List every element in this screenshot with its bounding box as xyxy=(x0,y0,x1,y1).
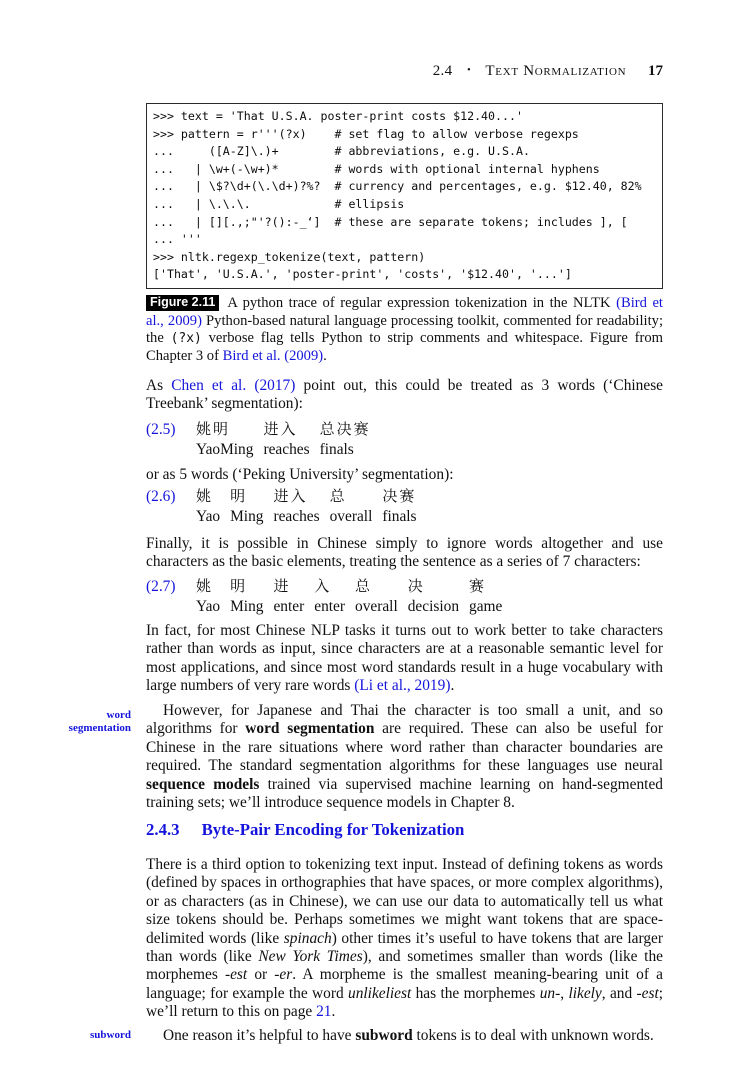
gloss-column xyxy=(230,577,263,616)
example-2-6 xyxy=(146,487,417,526)
gloss-word: finals xyxy=(319,441,354,458)
text-segment: -er xyxy=(274,966,293,984)
gloss-column xyxy=(273,577,304,616)
chinese-word: 入 xyxy=(314,579,332,595)
gloss-word: overall xyxy=(355,598,398,615)
text-segment: un- xyxy=(539,984,561,1002)
chinese-word: 姚 xyxy=(196,489,214,505)
chinese-word: 进入 xyxy=(273,489,308,505)
figure-label: Figure 2.11 xyxy=(146,295,219,311)
text-segment: are required. These can also be useful for Chinese in the rare situations where word rather than character boundaries are required. The standard segmentation algorithms for these languages use neural xyxy=(146,720,663,775)
text-segment: One reason it’s helpful to have xyxy=(163,1027,356,1044)
interlinear-gloss xyxy=(196,487,417,526)
text-segment: verbose flag tells Python to strip comments and whitespace. Figure from Chapter 3 of xyxy=(146,330,663,364)
chinese-word: 进入 xyxy=(263,422,298,438)
gloss-word: YaoMing xyxy=(196,441,254,458)
interlinear-gloss xyxy=(196,577,502,616)
text-segment: ) other times it’s useful to have tokens that are larger than words (like xyxy=(146,929,663,966)
text-segment: point out, this could be treated as 3 words (‘Chinese Treebank’ segmentation): xyxy=(146,377,664,413)
header-page-number: 17 xyxy=(648,63,663,79)
text-segment: tokens is to deal with unknown words. xyxy=(412,1027,654,1044)
running-header xyxy=(146,63,663,80)
header-bullet-icon: • xyxy=(467,65,471,76)
text-segment: , xyxy=(560,984,569,1002)
example-number: (2.7) xyxy=(146,578,176,595)
text-segment: However, for Japanese and Thai the character is too small a unit, and so algorithms for xyxy=(146,702,663,738)
figure-caption-text xyxy=(146,295,663,364)
example-2-5 xyxy=(146,420,371,459)
text-segment: sequence models xyxy=(146,775,260,793)
gloss-word: game xyxy=(469,598,503,615)
code-line: >>> nltk.regexp_tokenize(text, pattern) xyxy=(153,249,426,264)
gloss-column xyxy=(320,420,371,459)
chinese-word: 姚 xyxy=(196,579,214,595)
gloss-word: overall xyxy=(329,508,373,525)
gloss-word: enter xyxy=(273,598,305,615)
code-line: ... | \.\.\. # ellipsis xyxy=(153,196,405,211)
header-section-number: 2.4 xyxy=(432,63,453,79)
gloss-column xyxy=(408,577,459,616)
code-line: ... ([A-Z]\.)+ # abbreviations, e.g. U.S.A. xyxy=(153,144,530,159)
chinese-word: 总 xyxy=(355,579,373,595)
text-segment: -est xyxy=(224,966,248,984)
citation-link[interactable]: (Bird et al., 2009) xyxy=(146,295,663,329)
header-running-title: Text Normalization xyxy=(485,63,627,79)
paragraph-onereason xyxy=(146,1027,663,1045)
paragraph-chen xyxy=(146,377,663,414)
text-segment: subword xyxy=(355,1027,413,1044)
interlinear-gloss xyxy=(196,420,371,459)
text-column xyxy=(146,0,663,1091)
text-segment: , and xyxy=(601,984,637,1002)
gloss-column xyxy=(330,487,373,526)
text-segment: A python trace of regular expression tokenization in the NLTK xyxy=(227,295,617,311)
example-number: (2.6) xyxy=(146,488,176,505)
citation-link[interactable]: (Li et al., 2019) xyxy=(354,677,451,695)
text-segment: New York Times xyxy=(258,948,363,966)
gloss-column xyxy=(273,487,319,526)
text-segment: or xyxy=(247,966,275,984)
gloss-word: Yao xyxy=(196,598,221,615)
gloss-word: Yao xyxy=(196,508,221,525)
chinese-word: 总决赛 xyxy=(319,422,371,438)
text-segment: . A morpheme is the smallest meaning-bearing unit of a language; for example the word xyxy=(146,966,663,1002)
code-line: ... | \$?\d+(\.\d+)?%? # currency and percentages, e.g. $12.40, 82% xyxy=(153,179,642,194)
text-segment: Finally, it is possible in Chinese simply to ignore words altogether and use characters as the basic elements, treating the sentence as a series of 7 characters: xyxy=(146,535,663,571)
paragraph-finally xyxy=(146,535,663,572)
margin-note-word-segmentation: word segmentation xyxy=(68,709,131,734)
chinese-word: 决 xyxy=(407,579,425,595)
section-number: 2.4.3 xyxy=(146,820,180,839)
text-segment: In fact, for most Chinese NLP tasks it turns out to work better to take characters rather than words as input, since characters are at a reasonable semantic level for most applications, and since most word standards result in a huge vocabulary with large numbers of very rare words xyxy=(146,622,663,695)
gloss-word: finals xyxy=(382,508,417,525)
text-segment: likely xyxy=(568,984,602,1002)
gloss-column xyxy=(196,420,253,459)
text-segment: -est xyxy=(636,984,659,1002)
chinese-word: 进 xyxy=(273,579,291,595)
gloss-column xyxy=(469,577,502,616)
gloss-column xyxy=(355,577,398,616)
section-title: Byte-Pair Encoding for Tokenization xyxy=(201,820,465,839)
code-line: ... | \w+(-\w+)* # words with optional internal hyphens xyxy=(153,161,600,176)
gloss-column xyxy=(382,487,416,526)
text-segment: trained via supervised machine learning on hand-segmented training sets; we’ll introduce sequence models in Chapter 8. xyxy=(146,775,663,812)
figure-2-11-code-listing xyxy=(146,103,663,289)
chinese-word: 决赛 xyxy=(382,489,417,505)
gloss-word: Ming xyxy=(230,508,264,525)
gloss-column xyxy=(314,577,345,616)
text-segment: . xyxy=(450,677,455,695)
citation-link[interactable]: Chen et al. (2017) xyxy=(171,377,296,394)
gloss-word: Ming xyxy=(230,598,264,615)
gloss-column xyxy=(196,487,220,526)
code-line: >>> pattern = r'''(?x) # set flag to allow verbose regexps xyxy=(153,126,579,141)
chinese-word: 总 xyxy=(329,489,347,505)
text-segment: has the morphemes xyxy=(411,984,540,1002)
gloss-word: reaches xyxy=(273,508,320,525)
gloss-column xyxy=(196,577,220,616)
section-heading-2-4-3 xyxy=(146,820,464,840)
text-segment: ; we’ll return to this on page xyxy=(146,984,664,1021)
text-segment: As xyxy=(146,377,172,394)
gloss-word: enter xyxy=(314,598,345,615)
gloss-word: reaches xyxy=(263,441,310,458)
text-segment: ), and sometimes smaller than words (like the morphemes xyxy=(146,948,663,984)
example-number: (2.5) xyxy=(146,421,176,438)
gloss-word: decision xyxy=(407,598,460,615)
text-segment: Python-based natural language processing toolkit, commented for readability; the xyxy=(146,312,663,347)
chinese-word: 姚明 xyxy=(196,422,231,438)
code-line: ... ''' xyxy=(153,232,202,247)
code-line: ... | [][.,;"'?():-_‘] # these are separate tokens; includes ], [ xyxy=(153,214,628,229)
code-line: ['That', 'U.S.A.', 'poster-print', 'costs', '$12.40', '...'] xyxy=(153,267,572,282)
paragraph-however xyxy=(146,702,663,812)
text-segment: or as 5 words (‘Peking University’ segmentation): xyxy=(146,466,454,483)
text-segment: (?x) xyxy=(170,331,202,347)
chinese-word: 明 xyxy=(230,579,248,595)
text-segment: word segmentation xyxy=(245,720,375,738)
paragraph-infact xyxy=(146,622,663,696)
text-segment: There is a third option to tokenizing text input. Instead of defining tokens as words (defined by spaces in orthographies that have spaces, or more complex algorithms), or as characters (as in Chinese), we can use our data to automatically tell us what size tokens should be. Perhaps sometimes we might want tokens that are space-delimited words (like xyxy=(146,856,663,947)
code-line: >>> text = 'That U.S.A. poster-print costs $12.40...' xyxy=(153,109,523,123)
text-segment: . xyxy=(323,347,327,364)
paragraph-bpe-intro xyxy=(146,856,663,1022)
gloss-column xyxy=(230,487,263,526)
chinese-word: 赛 xyxy=(469,579,487,595)
text-segment: . xyxy=(331,1003,336,1021)
gloss-column xyxy=(263,420,309,459)
margin-note-subword: subword xyxy=(90,1029,131,1041)
text-segment: unlikeliest xyxy=(348,984,412,1002)
example-2-7 xyxy=(146,577,502,616)
citation-link[interactable]: 21 xyxy=(316,1003,332,1021)
figure-caption xyxy=(146,295,663,365)
chinese-word: 明 xyxy=(230,489,248,505)
citation-link[interactable]: Bird et al. (2009) xyxy=(222,347,324,364)
text-segment: spinach xyxy=(283,929,332,947)
paragraph-peking xyxy=(146,466,663,484)
